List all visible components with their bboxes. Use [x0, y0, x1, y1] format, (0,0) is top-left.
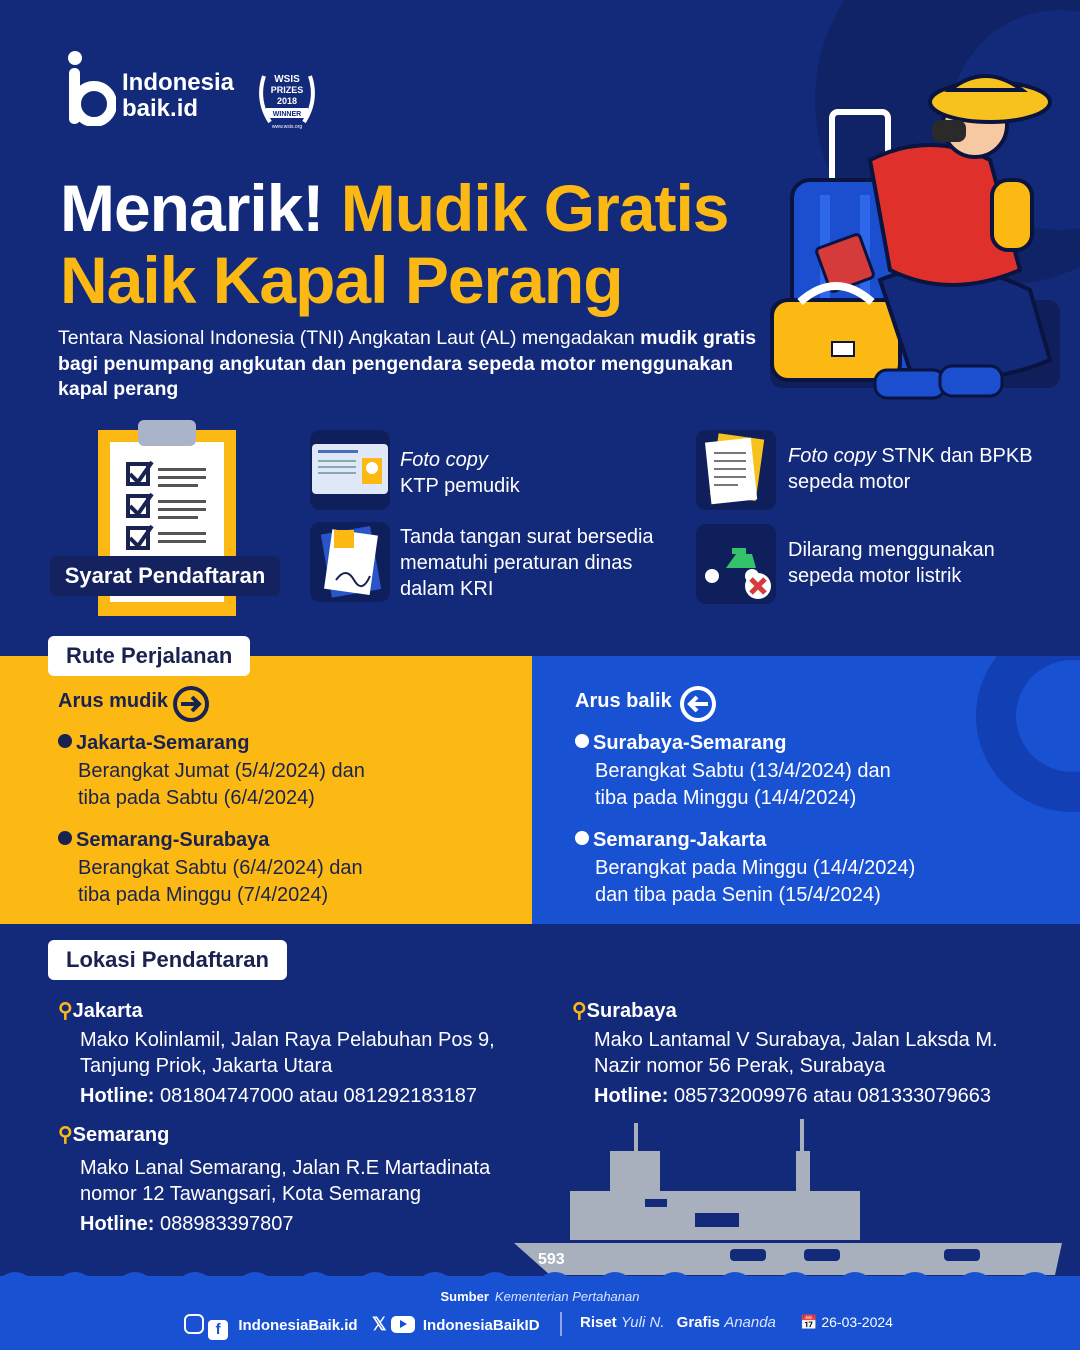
wsis-prize-badge-icon: [254, 66, 320, 132]
arrow-left-circle-icon: [679, 685, 717, 723]
intro-bold-text: mudik gratis bagi penumpang angkutan dan pengendara sepeda motor menggunakan kapal perang: [58, 327, 757, 400]
winner-text: WINNER: [272, 111, 302, 118]
requirement-stnk: [788, 443, 1048, 495]
prizes-text: PRIZES: [270, 85, 304, 95]
calendar-icon: 📅: [800, 1314, 818, 1330]
hotline-label: Hotline:: [594, 1085, 669, 1107]
hotline-number: 081804747000 atau 081292183187: [160, 1085, 477, 1107]
hotline-label: Hotline:: [80, 1213, 155, 1235]
documents-icon: [696, 430, 776, 510]
locations-heading: Lokasi Pendaftaran: [48, 940, 287, 980]
location-line-1: Mako Lantamal V Surabaya, Jalan Laksda M.: [594, 1029, 998, 1051]
trip-line-2: tiba pada Minggu (14/4/2024): [595, 787, 857, 809]
source-line: [0, 1289, 1080, 1304]
trip-surabaya-semarang: [575, 730, 1055, 812]
riset-value: Yuli N.: [620, 1314, 665, 1331]
arus-mudik-label: [58, 690, 168, 713]
requirements-heading: Syarat Pendaftaran: [50, 556, 280, 596]
route-heading: Rute Perjalanan: [48, 636, 250, 676]
trip-line-1: Berangkat Sabtu (13/4/2024) dan: [595, 760, 891, 782]
hull-number: 593: [538, 1251, 565, 1268]
title-line-2: Naik Kapal Perang: [60, 243, 623, 317]
arus-mudik-text: Arus mudik: [58, 690, 169, 712]
requirement-stnk-text: STNK dan BPKB sepeda motor: [788, 445, 1033, 493]
brand-name: [122, 70, 234, 122]
hotline-number: 085732009976 atau 081333079663: [674, 1085, 991, 1107]
requirement-ktp: [400, 447, 670, 499]
location-semarang: [58, 1122, 538, 1236]
wave-decoration: [0, 1266, 1080, 1278]
location-city: Surabaya: [586, 1000, 677, 1022]
intro-paragraph: [58, 326, 758, 403]
arus-balik-text: Arus balik: [575, 690, 672, 712]
location-jakarta: [58, 998, 538, 1108]
requirement-stnk-italic: Foto copy: [788, 445, 876, 467]
date-value: 26-03-2024: [821, 1314, 893, 1330]
trip-line-1: Berangkat Jumat (5/4/2024) dan: [78, 760, 365, 782]
brand-line-1: Indonesia: [122, 69, 235, 96]
credits: [580, 1314, 776, 1331]
title-word-1: Menarik!: [60, 171, 324, 245]
facebook-icon[interactable]: f: [208, 1320, 228, 1340]
signed-letter-icon: [310, 522, 390, 602]
trip-semarang-surabaya: [58, 827, 518, 909]
trip-name: Semarang-Surabaya: [76, 829, 270, 851]
social-handle-2[interactable]: IndonesiaBaikID: [422, 1317, 540, 1334]
wsis-text: WSIS: [274, 74, 300, 85]
trip-line-2: tiba pada Minggu (7/4/2024): [78, 884, 329, 906]
trip-line-1: Berangkat pada Minggu (14/4/2024): [595, 857, 916, 879]
trip-jakarta-semarang: [58, 730, 518, 812]
footer-divider: [560, 1312, 562, 1336]
trip-name: Semarang-Jakarta: [593, 829, 767, 851]
requirement-ktp-text: KTP pemudik: [400, 475, 520, 497]
footer-socials-2: [372, 1314, 540, 1335]
title-word-2: Mudik Gratis: [340, 171, 729, 245]
footer-band: [0, 1276, 1080, 1350]
trip-line-2: dan tiba pada Senin (15/4/2024): [595, 884, 881, 906]
location-city: Semarang: [72, 1124, 170, 1146]
location-line-2: nomor 12 Tawangsari, Kota Semarang: [80, 1183, 421, 1205]
indonesiabaik-logo-icon: [66, 50, 116, 126]
trip-name: Jakarta-Semarang: [76, 732, 250, 754]
trip-semarang-jakarta: [575, 827, 1055, 909]
traveler-illustration: [760, 70, 1070, 410]
trip-line-1: Berangkat Sabtu (6/4/2024) dan: [78, 857, 363, 879]
location-line-2: Tanjung Priok, Jakarta Utara: [80, 1055, 333, 1077]
location-line-2: Nazir nomor 56 Perak, Surabaya: [594, 1055, 886, 1077]
id-card-icon: [310, 430, 390, 510]
requirement-signature: Tanda tangan surat bersedia mematuhi peraturan dinas dalam KRI: [400, 526, 654, 600]
location-surabaya: [572, 998, 1072, 1108]
warship-illustration: [510, 1115, 1070, 1285]
source-value: Kementerian Pertahanan: [494, 1289, 640, 1304]
social-handle-1[interactable]: IndonesiaBaik.id: [238, 1317, 358, 1334]
grafis-value: Ananda: [724, 1314, 776, 1331]
location-pin-icon: ⚲: [58, 1000, 73, 1022]
arus-balik-label: [575, 690, 672, 713]
source-label: Sumber: [440, 1289, 489, 1304]
trip-name: Surabaya-Semarang: [593, 732, 787, 754]
instagram-icon[interactable]: [184, 1314, 204, 1334]
page-title: [60, 172, 729, 316]
intro-normal-text: Tentara Nasional Indonesia (TNI) Angkatan Laut (AL) mengadakan: [58, 327, 635, 349]
requirement-ktp-italic: Foto copy: [400, 449, 488, 471]
hotline-number: 088983397807: [160, 1213, 294, 1235]
grafis-label: Grafis: [676, 1314, 721, 1331]
footer-socials-1: [184, 1314, 358, 1340]
x-icon[interactable]: 𝕏: [372, 1314, 387, 1334]
requirement-no-electric: Dilarang menggunakan sepeda motor listrik: [788, 539, 995, 587]
location-pin-icon: ⚲: [58, 1124, 73, 1146]
brand-line-2: baik.id: [122, 95, 199, 122]
wsis-url-text: www.wsis.org: [271, 124, 303, 130]
arrow-right-circle-icon: [172, 685, 210, 723]
date-stamp: [800, 1314, 893, 1331]
location-city: Jakarta: [72, 1000, 143, 1022]
year-text: 2018: [276, 96, 298, 106]
trip-line-2: tiba pada Sabtu (6/4/2024): [78, 787, 315, 809]
riset-label: Riset: [580, 1314, 617, 1331]
location-line-1: Mako Lanal Semarang, Jalan R.E Martadinata: [80, 1157, 491, 1179]
location-line-1: Mako Kolinlamil, Jalan Raya Pelabuhan Pos 9,: [80, 1029, 495, 1051]
location-pin-icon: ⚲: [572, 1000, 587, 1022]
youtube-icon[interactable]: [391, 1316, 415, 1333]
no-electric-scooter-icon: [696, 524, 776, 604]
hotline-label: Hotline:: [80, 1085, 155, 1107]
